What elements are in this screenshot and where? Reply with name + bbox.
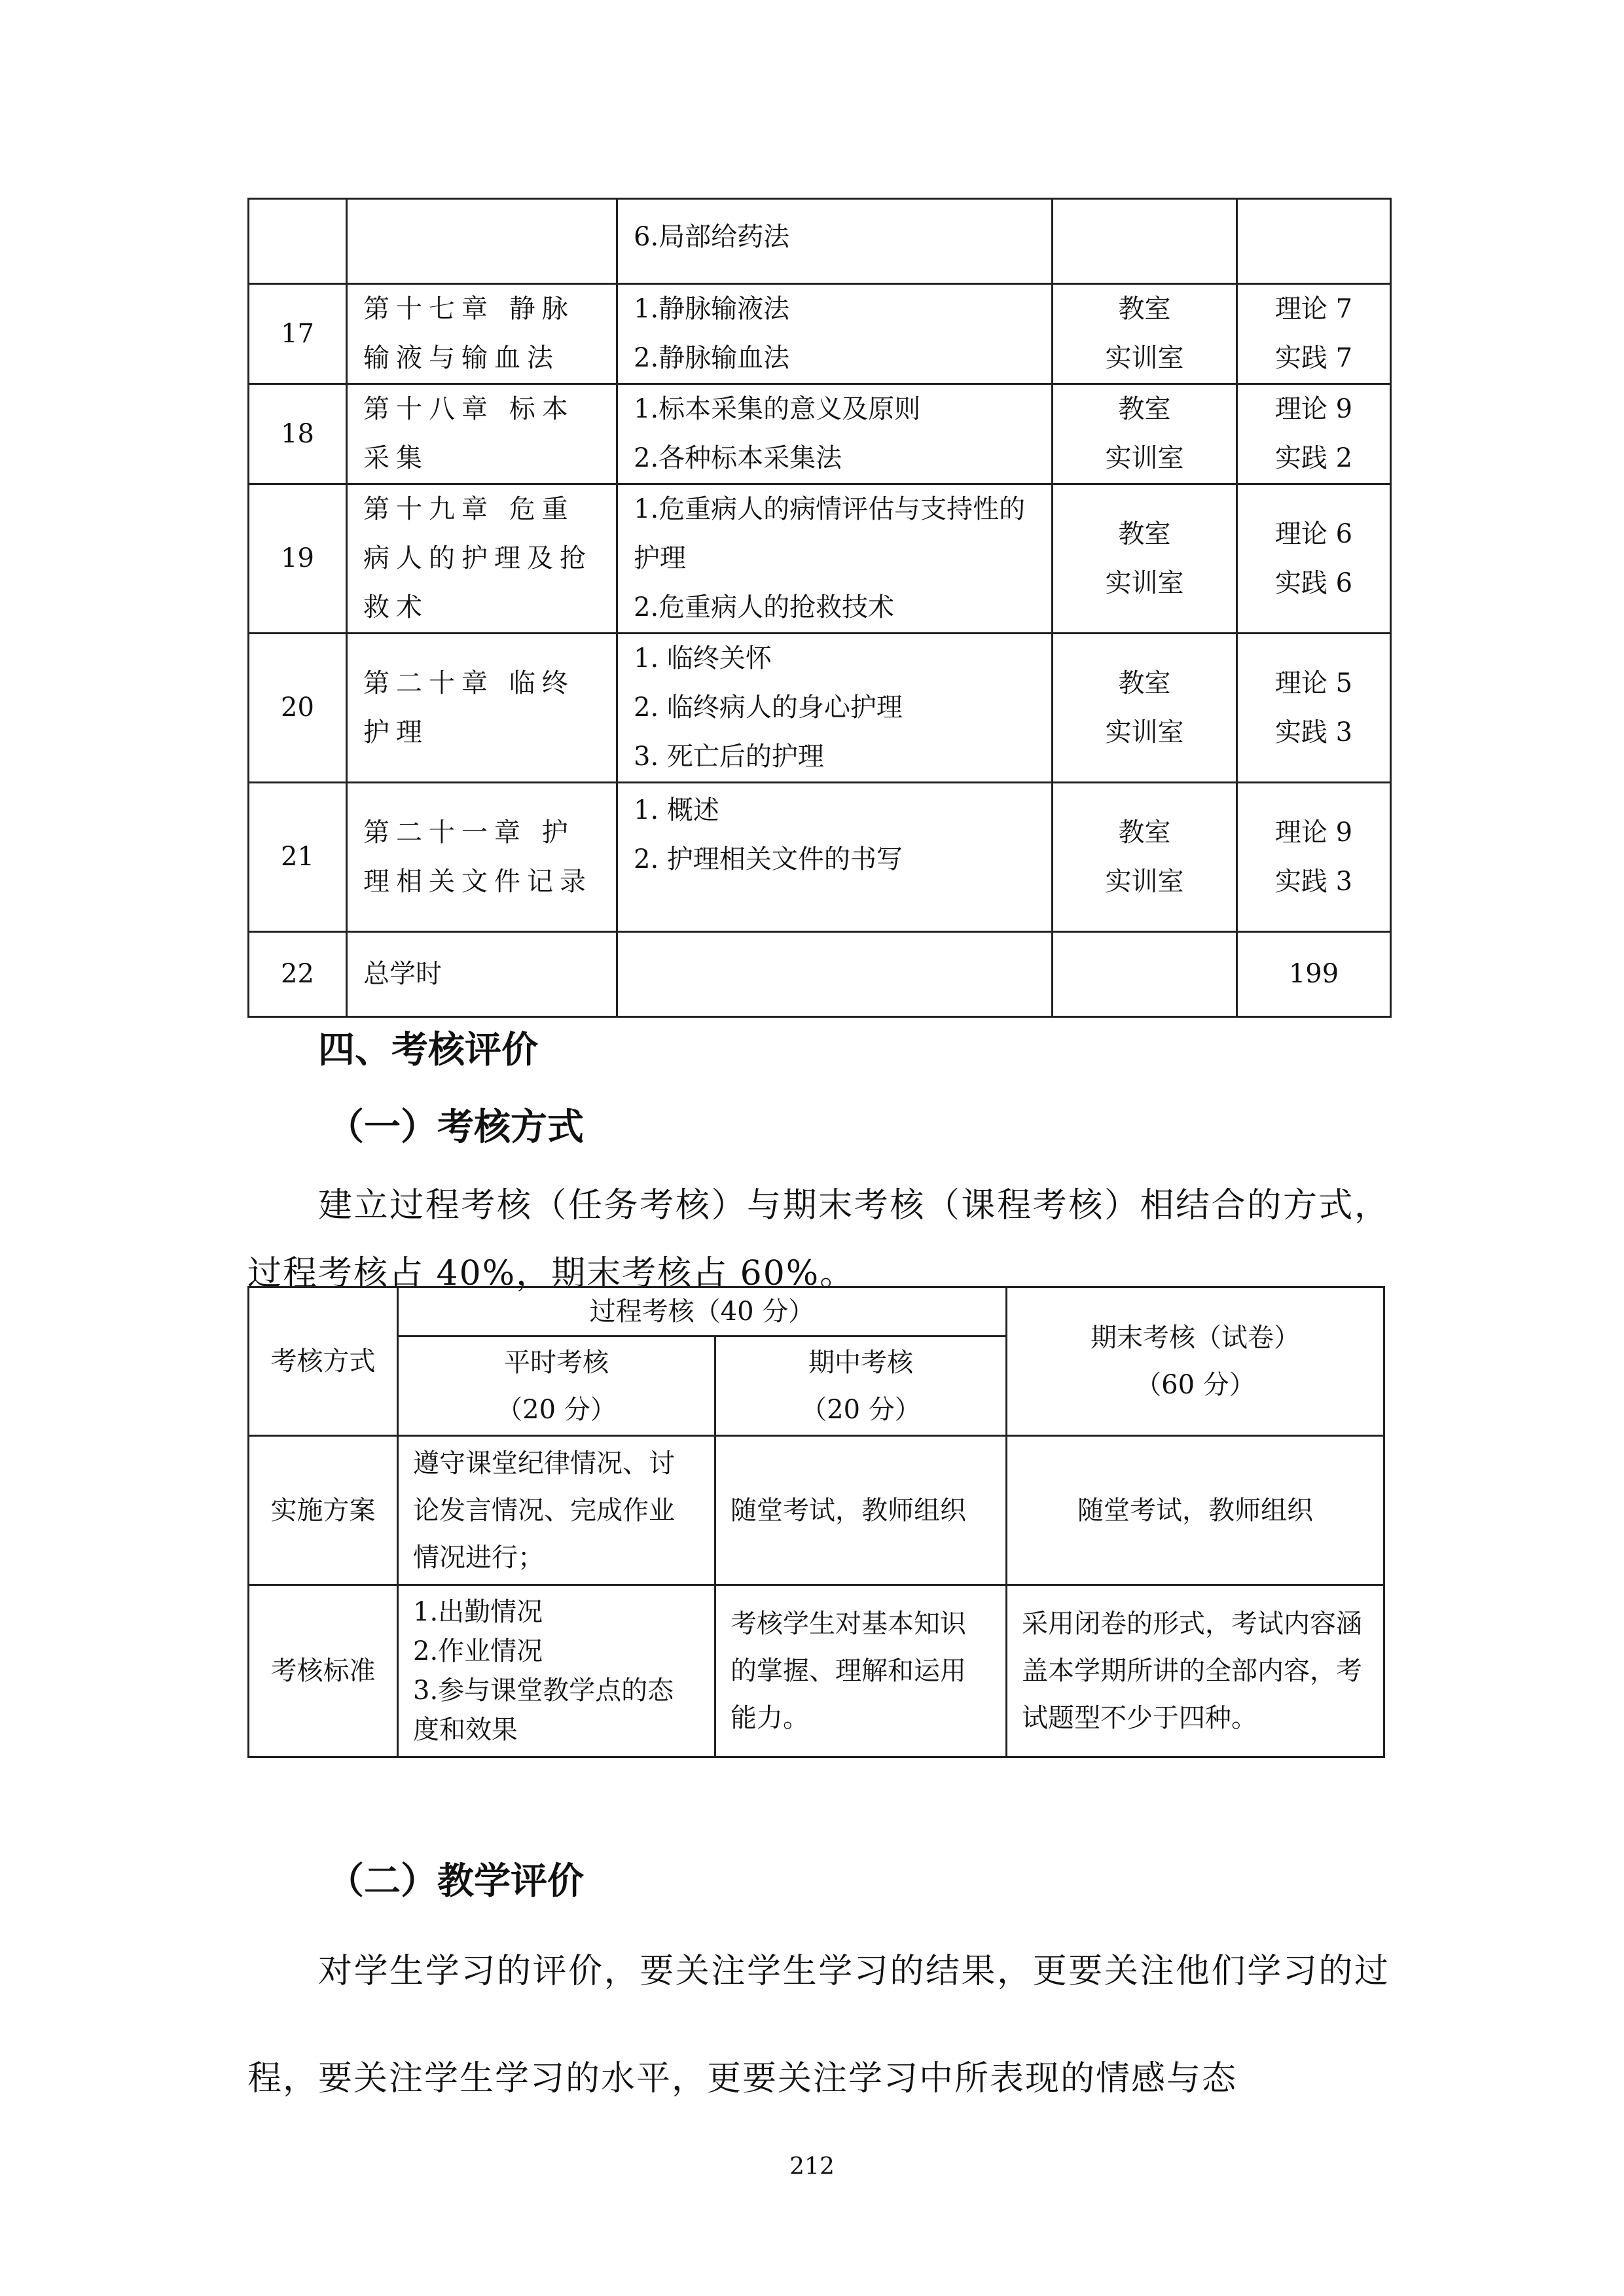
hours-cell: 理论 6 实践 6 <box>1237 484 1391 634</box>
final-header: 期末考核（试卷） （60 分） <box>1007 1287 1384 1436</box>
daily-header: 平时考核 （20 分） <box>398 1336 715 1436</box>
label-standard: 考核标准 <box>249 1585 398 1757</box>
table-row <box>249 384 1391 484</box>
hours-cell: 理论 9 实践 2 <box>1237 384 1391 484</box>
plan-daily: 遵守课堂纪律情况、讨论发言情况、完成作业情况进行； <box>398 1436 715 1585</box>
paragraph: 建立过程考核（任务考核）与期末考核（课程考核）相结合的方式，过程考核占 40%，期末考核占 60%。 <box>247 1186 1390 1293</box>
standard-midterm: 考核学生对基本知识的掌握、理解和运用能力。 <box>715 1585 1007 1757</box>
table-row <box>249 783 1391 932</box>
chapter-cell: 第十九章 危重病人的护理及抢救术 <box>347 484 617 634</box>
table-row <box>249 484 1391 634</box>
row-number: 19 <box>249 484 347 634</box>
hours-cell: 理论 5 实践 3 <box>1237 634 1391 783</box>
row-number: 18 <box>249 384 347 484</box>
venue-cell: 教室 实训室 <box>1053 384 1237 484</box>
venue-cell: 教室 实训室 <box>1053 284 1237 384</box>
plan-midterm: 随堂考试，教师组织 <box>715 1436 1007 1585</box>
contents-cell <box>617 932 1053 1017</box>
contents-cell: 1.危重病人的病情评估与支持性的护理 2.危重病人的抢救技术 <box>617 484 1053 634</box>
course-schedule-table <box>247 198 1392 1018</box>
subsection-heading: （二）教学评价 <box>327 1860 584 1903</box>
table-row <box>249 1585 1384 1757</box>
chapter-cell: 第二十章 临终护理 <box>347 634 617 783</box>
assessment-table <box>247 1286 1385 1758</box>
table-row <box>249 199 1391 284</box>
standard-final: 采用闭卷的形式，考试内容涵盖本学期所讲的全部内容，考试题型不少于四种。 <box>1007 1585 1384 1757</box>
venue-cell: 教室 实训室 <box>1053 634 1237 783</box>
label-plan: 实施方案 <box>249 1436 398 1585</box>
subsection-heading: （一）考核方式 <box>327 1106 584 1149</box>
hours-cell: 理论 9 实践 3 <box>1237 783 1391 932</box>
hours-cell: 理论 7 实践 7 <box>1237 284 1391 384</box>
table-row <box>249 932 1391 1017</box>
row-number <box>249 199 347 284</box>
chapter-cell <box>347 199 617 284</box>
process-header: 过程考核（40 分） <box>398 1287 1007 1336</box>
chapter-cell: 第十八章 标本采集 <box>347 384 617 484</box>
venue-cell <box>1053 932 1237 1017</box>
midterm-header: 期中考核 （20 分） <box>715 1336 1007 1436</box>
chapter-cell: 第二十一章 护理相关文件记录 <box>347 783 617 932</box>
table-row <box>249 284 1391 384</box>
hours-cell <box>1237 199 1391 284</box>
table-row <box>249 1287 1384 1336</box>
chapter-cell: 总学时 <box>347 932 617 1017</box>
row-number: 22 <box>249 932 347 1017</box>
plan-final: 随堂考试，教师组织 <box>1007 1436 1384 1585</box>
contents-cell: 1. 临终关怀 2. 临终病人的身心护理 3. 死亡后的护理 <box>617 634 1053 783</box>
contents-cell: 1.标本采集的意义及原则 2.各种标本采集法 <box>617 384 1053 484</box>
venue-cell: 教室 实训室 <box>1053 783 1237 932</box>
row-number: 21 <box>249 783 347 932</box>
table-row <box>249 634 1391 783</box>
row-number: 20 <box>249 634 347 783</box>
contents-cell: 6.局部给药法 <box>617 199 1053 284</box>
paragraph: 对学生学习的评价，要关注学生学习的结果，更要关注他们学习的过程，要关注学生学习的水平，更要关注学习中所表现的情感与态 <box>247 1952 1390 2098</box>
standard-daily: 1.出勤情况 2.作业情况 3.参与课堂教学点的态度和效果 <box>398 1585 715 1757</box>
chapter-cell: 第十七章 静脉输液与输血法 <box>347 284 617 384</box>
row-number: 17 <box>249 284 347 384</box>
contents-cell: 1.静脉输液法 2.静脉输血法 <box>617 284 1053 384</box>
table-row <box>249 1436 1384 1585</box>
page-number: 212 <box>789 2153 835 2180</box>
venue-cell <box>1053 199 1237 284</box>
section-heading: 四、考核评价 <box>318 1029 538 1071</box>
venue-cell: 教室 实训室 <box>1053 484 1237 634</box>
hours-cell: 199 <box>1237 932 1391 1017</box>
contents-cell: 1. 概述 2. 护理相关文件的书写 <box>617 783 1053 932</box>
label-method: 考核方式 <box>249 1287 398 1436</box>
